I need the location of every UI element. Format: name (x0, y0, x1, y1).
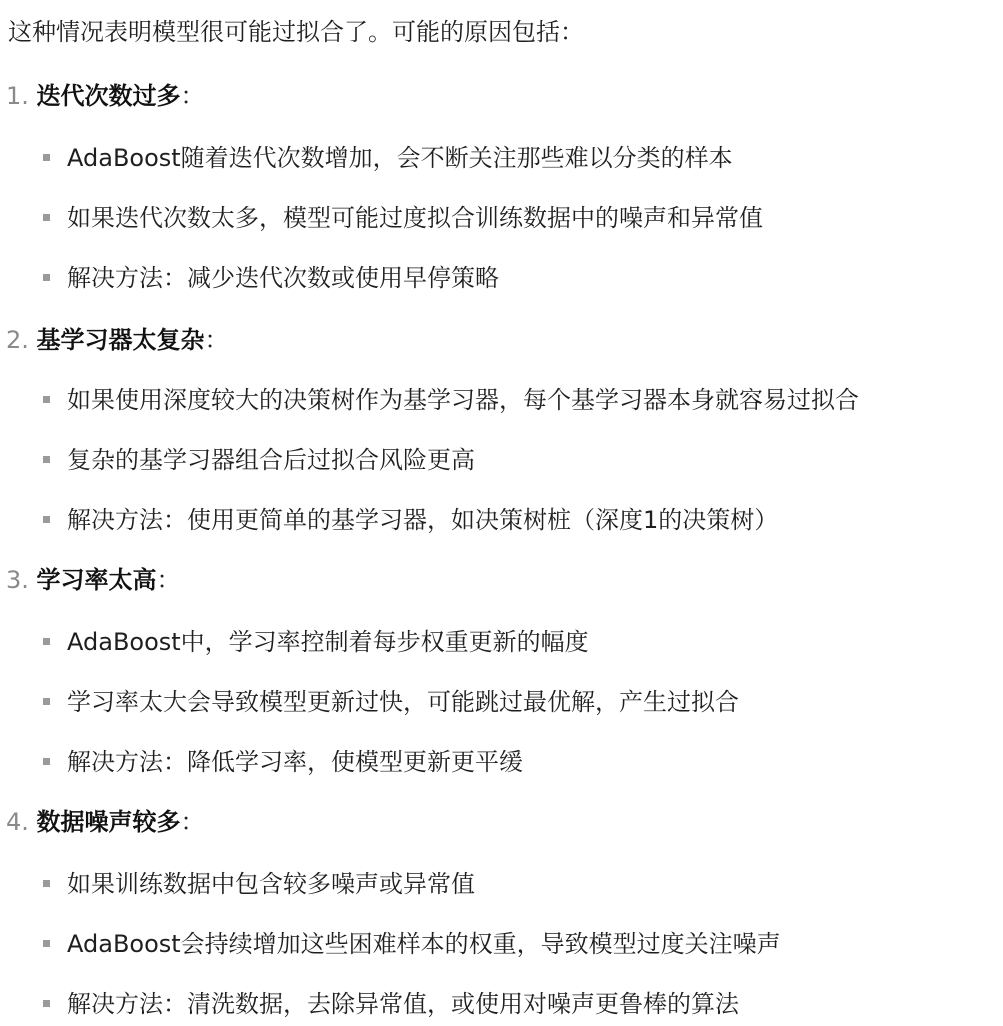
list-item-text: 解决方法：减少迭代次数或使用早停策略 (67, 264, 499, 292)
list-item (43, 500, 778, 540)
bullet-marker-icon (43, 758, 50, 765)
list-item (43, 924, 781, 964)
list-item-text: 解决方法：使用更简单的基学习器，如决策树桩（深度1的决策树） (67, 506, 779, 534)
list-item-text: 如果迭代次数太多，模型可能过度拟合训练数据中的噪声和异常值 (67, 204, 763, 232)
list-item (43, 440, 475, 480)
section-number: 1. (6, 82, 29, 110)
list-item-text: 解决方法：清洗数据，去除异常值，或使用对噪声更鲁棒的算法 (67, 990, 739, 1018)
list-item (43, 742, 523, 782)
list-item-text: AdaBoost中，学习率控制着每步权重更新的幅度 (67, 628, 589, 656)
section-colon: ： (156, 566, 181, 594)
section-colon: ： (180, 82, 205, 110)
bullet-marker-icon (43, 516, 50, 523)
section-heading-1 (6, 76, 205, 116)
section-number: 3. (6, 566, 29, 594)
list-item (43, 864, 475, 904)
intro-text: 这种情况表明模型很可能过拟合了。可能的原因包括： (8, 18, 584, 46)
list-item-text: 如果使用深度较大的决策树作为基学习器，每个基学习器本身就容易过拟合 (67, 386, 859, 414)
section-colon: ： (204, 326, 229, 354)
list-item-text: 复杂的基学习器组合后过拟合风险更高 (67, 446, 475, 474)
section-number: 4. (6, 808, 29, 836)
bullet-marker-icon (43, 214, 50, 221)
section-number: 2. (6, 326, 29, 354)
list-item (43, 380, 859, 420)
bullet-marker-icon (43, 274, 50, 281)
list-item (43, 984, 739, 1024)
list-item-text: 如果训练数据中包含较多噪声或异常值 (67, 870, 475, 898)
bullet-marker-icon (43, 880, 50, 887)
section-heading-3 (6, 560, 181, 600)
bullet-marker-icon (43, 638, 50, 645)
list-item-text: 学习率太大会导致模型更新过快，可能跳过最优解，产生过拟合 (67, 688, 739, 716)
section-title: 迭代次数过多 (36, 82, 181, 110)
list-item-text: AdaBoost会持续增加这些困难样本的权重，导致模型过度关注噪声 (67, 930, 781, 958)
section-heading-4 (6, 802, 205, 842)
bullet-marker-icon (43, 154, 50, 161)
list-item (43, 258, 499, 298)
bullet-marker-icon (43, 456, 50, 463)
list-item (43, 622, 589, 662)
bullet-marker-icon (43, 396, 50, 403)
list-item (43, 198, 763, 238)
bullet-marker-icon (43, 940, 50, 947)
list-item (43, 138, 733, 178)
bullet-marker-icon (43, 698, 50, 705)
bullet-marker-icon (43, 1000, 50, 1007)
section-title: 数据噪声较多 (36, 808, 181, 836)
list-item-text: AdaBoost随着迭代次数增加，会不断关注那些难以分类的样本 (67, 144, 733, 172)
section-title: 学习率太高 (36, 566, 157, 594)
section-heading-2 (6, 320, 229, 360)
section-title: 基学习器太复杂 (36, 326, 205, 354)
list-item-text: 解决方法：降低学习率，使模型更新更平缓 (67, 748, 523, 776)
section-colon: ： (180, 808, 205, 836)
list-item (43, 682, 739, 722)
